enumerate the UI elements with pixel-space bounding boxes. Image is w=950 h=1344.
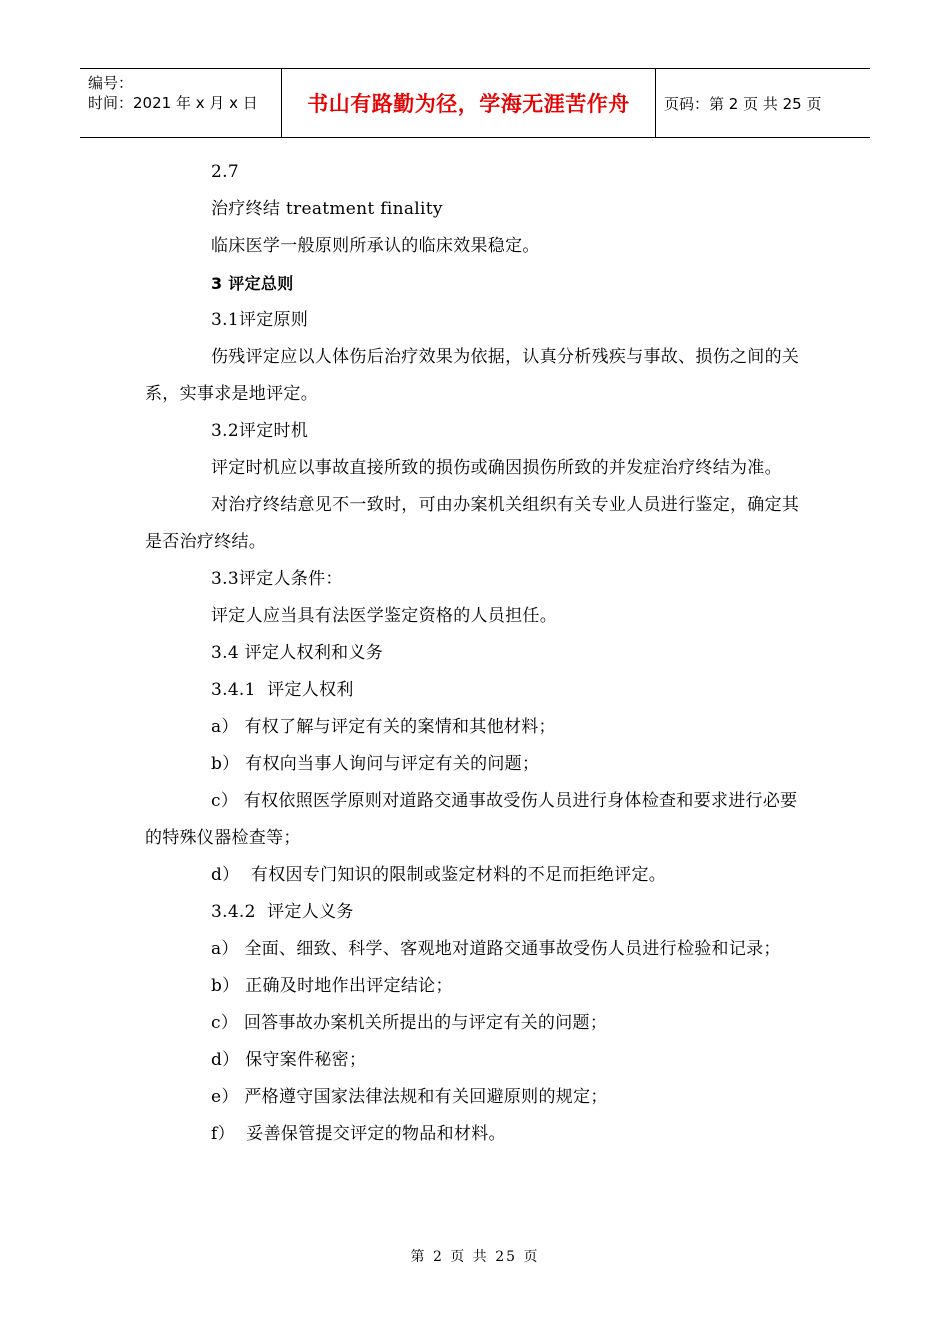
paragraph: 评定人应当具有法医学鉴定资格的人员担任。 [211,606,557,626]
header-meta [80,69,282,137]
list-item: b） 有权向当事人询问与评定有关的问题； [211,754,540,774]
term-heading: 治疗终结 treatment finality [211,199,443,219]
subsection-heading: 3.4 评定人权利和义务 [211,643,384,663]
header-motto: 书山有路勤为径，学海无涯苦作舟 [282,69,656,137]
subsection-heading: 3.2评定时机 [211,421,309,441]
time-label: 时间：2021 年 x 月 x 日 [88,94,258,112]
term-definition: 临床医学一般原则所承认的临床效果稳定。 [211,236,540,256]
subsection-heading: 3.1评定原则 [211,310,309,330]
section-heading: 3 评定总则 [211,274,294,293]
page-footer: 第 2 页 共 25 页 [410,1249,540,1265]
list-item: c） 回答事故办案机关所提出的与评定有关的问题； [211,1013,608,1033]
subsection-heading: 3.4.2 评定人义务 [211,902,354,922]
subsection-heading: 3.4.1 评定人权利 [211,680,354,700]
list-item: a） 全面、细致、科学、客观地对道路交通事故受伤人员进行检验和记录； [211,939,781,959]
list-item: d） 保守案件秘密； [211,1050,367,1070]
paragraph: 评定时机应以事故直接所致的损伤或确因损伤所致的并发症治疗终结为准。 [211,458,782,478]
list-item: e） 严格遵守国家法律法规和有关回避原则的规定； [211,1087,608,1107]
paragraph: 伤残评定应以人体伤后治疗效果为依据，认真分析残疾与事故、损伤之间的关系，实事求是地评定。 [145,347,800,404]
list-item: f） 妥善保管提交评定的物品和材料。 [211,1124,506,1144]
document-body [145,154,810,1153]
paragraph: 对治疗终结意见不一致时，可由办案机关组织有关专业人员进行鉴定，确定其是否治疗终结。 [145,495,800,552]
subsection-heading: 3.3评定人条件： [211,569,343,589]
list-item: a） 有权了解与评定有关的案情和其他材料； [211,717,556,737]
header-page-info: 页码：第 2 页 共 25 页 [664,94,822,113]
page-header [80,68,870,138]
section-number: 2.7 [211,162,239,182]
list-item: b） 正确及时地作出评定结论； [211,976,453,996]
number-label: 编号： [88,74,134,92]
list-item: c） 有权依照医学原则对道路交通事故受伤人员进行身体检查和要求进行必要的特殊仪器检查等； [145,791,798,848]
list-item: d） 有权因专门知识的限制或鉴定材料的不足而拒绝评定。 [211,865,667,885]
